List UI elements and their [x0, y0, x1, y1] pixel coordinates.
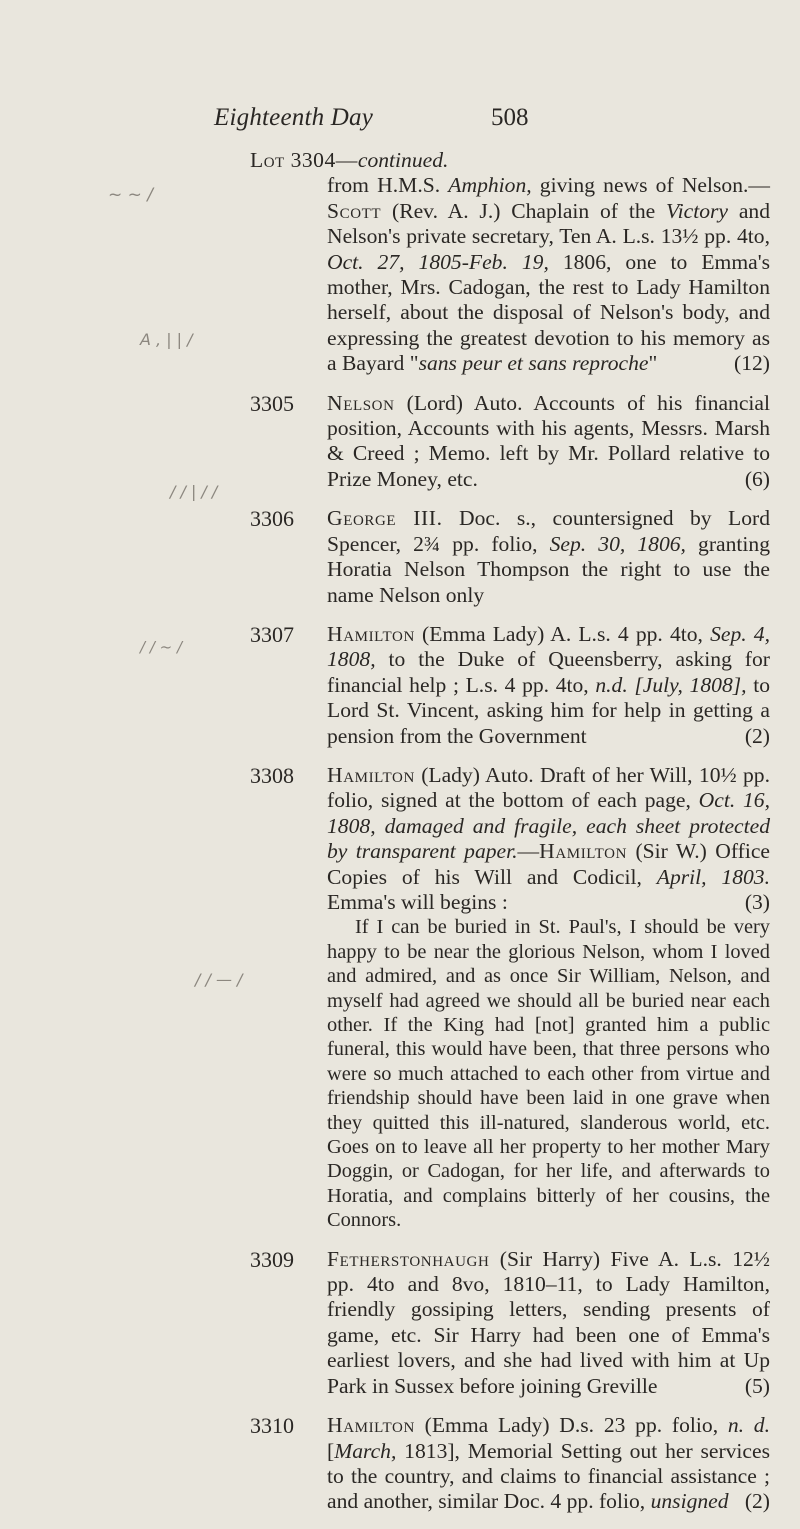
continued-lead: Lot 3304—	[250, 148, 358, 172]
lot-3306	[0, 506, 800, 608]
running-title: Eighteenth Day	[214, 104, 374, 131]
lot-3310	[0, 1413, 800, 1515]
lot-description: George III. Doc. s., countersigned by Lord Spencer, 2¾ pp. folio, Sep. 30, 1806, granting Horatia Nelson Thompson the right to use the name Nelson only	[327, 506, 771, 607]
continued-label: continued.	[357, 148, 449, 172]
lot-quantity: (2)	[744, 1489, 770, 1514]
lot-quantity: (12)	[734, 351, 770, 376]
margin-annotation: A , | | /	[140, 330, 193, 349]
lot-3309	[0, 1247, 800, 1399]
margin-annotation: / / | / /	[170, 482, 218, 501]
lot-description: Hamilton (Emma Lady) D.s. 23 pp. folio, n. d. [March, 1813], Memorial Setting out her services to the country, and claims to financial assistance ; and another, similar Doc. 4 pp. folio, unsigned (2)	[327, 1413, 770, 1514]
lot-3305	[0, 391, 800, 493]
lot-description: from H.M.S. Amphion, giving news of Nelson.—Scott (Rev. A. J.) Chaplain of the Victory and Nelson's private secretary, Ten A. L.s. 13½ pp. 4to, Oct. 27, 1805-Feb. 19, 1806, one to Emma's mother, Mrs. Cadogan, the rest to Lady Hamilton herself, about the disposal of Nelson's body, and expressing the greatest devotion to his memory as a Bayard "sans peur et sans reproche" (12)	[327, 173, 770, 376]
lot-number: 3308	[250, 762, 294, 788]
lot-number: 3310	[250, 1413, 294, 1439]
lot-3308	[0, 763, 800, 1233]
lot-number: 3305	[250, 390, 294, 416]
lot-description: Nelson (Lord) Auto. Accounts of his financial position, Accounts with his agents, Messrs. Marsh & Creed ; Memo. left by Mr. Pollard relative to Prize Money, etc. (6)	[327, 390, 770, 491]
will-quotation: If I can be buried in St. Paul's, I should be very happy to be near the glorious Nelson, whom I loved and admired, and as once Sir William, Nelson, and myself had agreed we should all be buried near each other. If the King had [not] granted him a public funeral, this would have been, that three persons who were so much attached to each other from virtue and friendship should have been laid in one grave when they quitted this ill-natured, slanderous world, etc. Goes on to leave all her property to her mother Mary Doggin, or Cadogan, for her life, and afterwards to Horatia, and complains bitterly of her cousins, the Connors.	[327, 916, 770, 1232]
margin-annotation: / / ~ /	[140, 638, 183, 656]
lot-3307	[0, 622, 800, 749]
lot-description: Hamilton (Emma Lady) A. L.s. 4 pp. 4to, Sep. 4, 1808, to the Duke of Queensberry, asking for financial help ; L.s. 4 pp. 4to, n.d. [July, 1808], to Lord St. Vincent, asking him for help in getting a pension from the Government (2)	[327, 621, 771, 748]
page-header	[0, 104, 800, 132]
margin-annotation: ~ ~ /	[108, 185, 154, 205]
lot-description: Hamilton (Lady) Auto. Draft of her Will, 10½ pp. folio, signed at the bottom of each page, Oct. 16, 1808, damaged and fragile, each sheet protected by transparent paper.—Hamilton (Sir W.) Office Copies of his Will and Codicil, April, 1803. Emma's will begins : (3)	[327, 762, 771, 914]
lot-quantity: (6)	[744, 466, 770, 491]
lot-list	[0, 148, 800, 1529]
lot-number: 3307	[250, 621, 294, 647]
lot-quantity: (3)	[744, 889, 770, 914]
margin-annotation: / / — /	[195, 970, 243, 989]
lot-quantity: (5)	[744, 1373, 770, 1398]
lot-number: 3309	[250, 1246, 294, 1272]
page-number: 508	[491, 104, 529, 131]
lot-quantity: (2)	[744, 723, 770, 748]
lot-continued	[0, 148, 800, 377]
lot-description: Fetherstonhaugh (Sir Harry) Five A. L.s. 12½ pp. 4to and 8vo, 1810–11, to Lady Hamilton, friendly gossiping letters, sending presents of game, etc. Sir Harry had been one of Emma's earliest lovers, and she had lived with him at Up Park in Sussex before joining Greville (5)	[327, 1246, 770, 1398]
lot-number: 3306	[250, 506, 294, 532]
